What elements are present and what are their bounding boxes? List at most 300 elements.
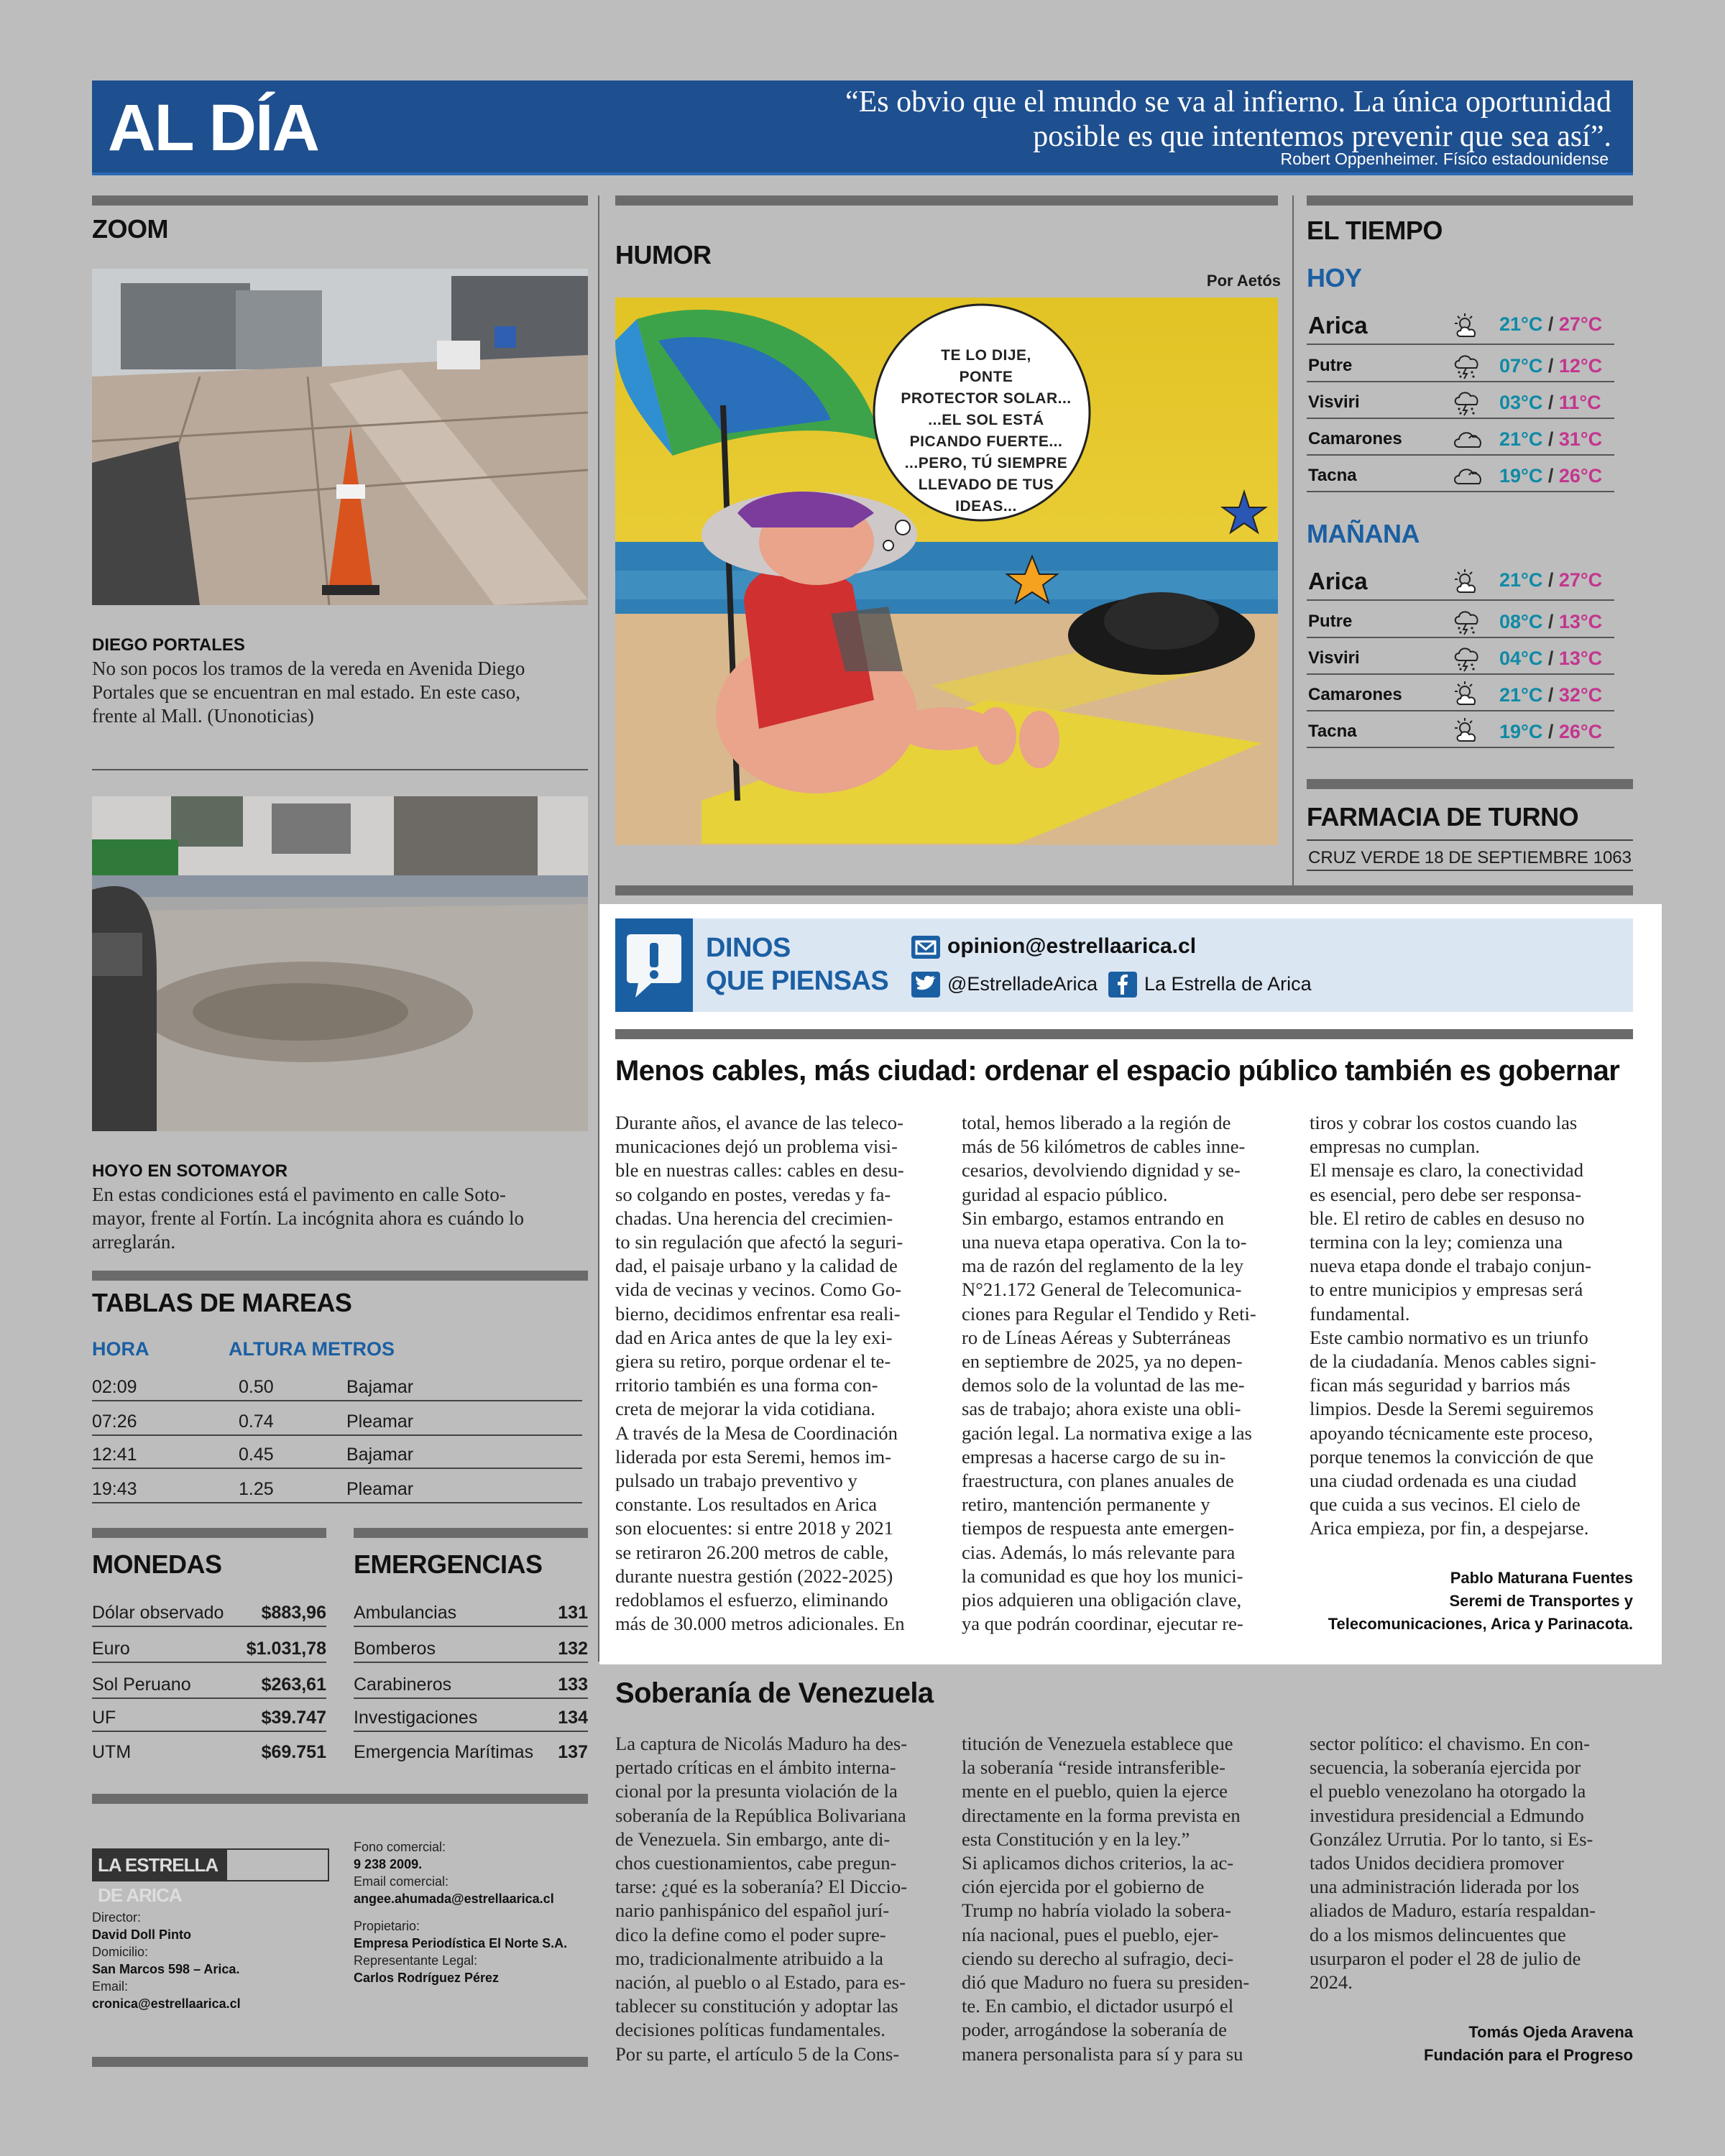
caption-line: En estas condiciones está el pavimento en calle Soto- bbox=[92, 1184, 506, 1205]
cartoon-author: Por Aetós bbox=[1206, 272, 1281, 290]
article-line: redoblamos el esfuerzo, eliminando bbox=[615, 1589, 888, 1611]
divider bbox=[1307, 779, 1633, 789]
divider bbox=[92, 769, 588, 770]
article-line: una nueva etapa operativa. Con la to- bbox=[962, 1231, 1247, 1253]
pharmacy-title: FARMACIA DE TURNO bbox=[1307, 802, 1579, 831]
email: cronica@estrellaarica.cl bbox=[92, 1996, 241, 2011]
author-role: Seremi de Transportes y bbox=[1449, 1592, 1633, 1610]
article-line: titución de Venezuela establece que bbox=[962, 1733, 1233, 1754]
quote-line: “Es obvio que el mundo se va al infierno. La única oportunidad bbox=[845, 86, 1611, 119]
tide-row bbox=[92, 1436, 582, 1469]
article-line: total, hemos liberado a la región de bbox=[962, 1112, 1231, 1133]
divider bbox=[615, 195, 1278, 206]
facebook-icon bbox=[1108, 972, 1137, 998]
money-value: $39.747 bbox=[261, 1708, 326, 1728]
divider bbox=[92, 2057, 588, 2067]
money-row bbox=[92, 1630, 326, 1663]
photo-sotomayor bbox=[92, 796, 588, 1131]
photo-caption bbox=[92, 657, 595, 728]
weather-row bbox=[1307, 305, 1614, 345]
weather-row bbox=[1307, 346, 1614, 382]
weather-title: EL TIEMPO bbox=[1307, 216, 1443, 245]
bubble-line: PICANDO FUERTE... bbox=[909, 433, 1063, 450]
label: Director: bbox=[92, 1910, 142, 1925]
temp-max: 13°C bbox=[1558, 611, 1603, 632]
article-line: vida de vecinas y vecinos. Como Go- bbox=[615, 1279, 902, 1301]
article-signature bbox=[1328, 1567, 1633, 1636]
cartoon-image bbox=[615, 298, 1278, 845]
temp-max: 26°C bbox=[1558, 465, 1603, 487]
article-column bbox=[615, 1111, 947, 1636]
article-column bbox=[962, 1111, 1294, 1636]
owner: Empresa Periodística El Norte S.A. bbox=[354, 1936, 568, 1950]
emergency-row bbox=[354, 1630, 588, 1663]
divider bbox=[92, 195, 588, 206]
article-line: limpios. Desde la Seremi seguiremos bbox=[1310, 1398, 1594, 1420]
article-line: de Venezuela. Sin embargo, ante di- bbox=[615, 1828, 891, 1850]
temp-max: 27°C bbox=[1558, 569, 1603, 591]
article-column bbox=[1310, 1111, 1642, 1541]
article-line: tados Unidos decidiera promover bbox=[1310, 1852, 1564, 1874]
weather-city: Tacna bbox=[1308, 466, 1357, 485]
article-line: una administración liderada por los bbox=[1310, 1876, 1580, 1898]
article-line: Arica empieza, por fin, a despejarse. bbox=[1310, 1517, 1589, 1539]
temp-max: 27°C bbox=[1558, 313, 1603, 335]
masthead-left bbox=[92, 1909, 241, 2012]
temp-min: 07°C bbox=[1499, 355, 1543, 377]
label: Propietario: bbox=[354, 1919, 420, 1933]
article-line: dad en Arica antes de que la ley exi- bbox=[615, 1326, 893, 1348]
article-line: tablecer su constitución y adoptar las bbox=[615, 1995, 898, 2017]
article-line: rritorio también es una forma con- bbox=[615, 1374, 878, 1396]
label: Representante Legal: bbox=[354, 1953, 478, 1968]
bubble-line: ...PERO, TÚ SIEMPRE bbox=[904, 455, 1068, 471]
temp-min: 21°C bbox=[1499, 684, 1543, 706]
temp-min: 19°C bbox=[1499, 721, 1543, 742]
email-icon bbox=[911, 936, 940, 959]
cloud-icon bbox=[1450, 424, 1486, 456]
pharmacy-row bbox=[1307, 839, 1633, 871]
label: Email comercial: bbox=[354, 1874, 449, 1889]
opinion-facebook[interactable]: La Estrella de Arica bbox=[1144, 973, 1312, 995]
article-line: más de 56 kilómetros de cables inne- bbox=[962, 1135, 1246, 1158]
weather-temp: 21°C / 32°C bbox=[1499, 684, 1603, 706]
sun-cloud-icon bbox=[1450, 568, 1484, 600]
article-headline: Menos cables, más ciudad: ordenar el espacio público también es gobernar bbox=[615, 1055, 1620, 1087]
weather-city: Putre bbox=[1308, 612, 1353, 631]
article-line: pulsado un trabajo preventivo y bbox=[615, 1470, 857, 1492]
photo-caption bbox=[92, 1183, 602, 1254]
weather-row bbox=[1307, 383, 1614, 419]
photo-caption-heading: HOYO EN SOTOMAYOR bbox=[92, 1161, 288, 1181]
article-line: la soberanía “reside intransferible- bbox=[962, 1756, 1225, 1779]
weather-city: Tacna bbox=[1308, 722, 1357, 741]
weather-city: Visviri bbox=[1308, 648, 1360, 668]
money-label: Dólar observado bbox=[92, 1603, 224, 1623]
storm-icon bbox=[1450, 387, 1484, 420]
article-line: chadas. Una herencia del crecimien- bbox=[615, 1207, 893, 1229]
article-line: so colgando en postes, veredas y fa- bbox=[615, 1183, 891, 1205]
tide-height: 0.50 bbox=[239, 1377, 274, 1397]
storm-icon bbox=[1450, 351, 1484, 383]
article-line: La captura de Nicolás Maduro ha des- bbox=[615, 1733, 908, 1754]
masthead-right bbox=[354, 1838, 567, 1986]
temp-min: 19°C bbox=[1499, 465, 1543, 487]
bubble-line: LLEVADO DE TUS bbox=[918, 476, 1054, 493]
weather-row bbox=[1307, 676, 1614, 711]
legal-rep: Carlos Rodríguez Pérez bbox=[354, 1971, 500, 1985]
opinion-icon-box bbox=[615, 918, 693, 1012]
article-line: en septiembre de 2025, ya no depen- bbox=[962, 1350, 1243, 1373]
temp-min: 21°C bbox=[1499, 428, 1543, 450]
article-line: nario panhispánico del español jurí- bbox=[615, 1899, 890, 1922]
caption-line: arreglarán. bbox=[92, 1231, 176, 1253]
article-line: soberanía de la República Bolivariana bbox=[615, 1804, 906, 1826]
article-line: bierno, decidimos enfrentar esa reali- bbox=[615, 1302, 901, 1325]
article-line: municaciones dejó un problema visi- bbox=[615, 1135, 898, 1158]
temp-min: 21°C bbox=[1499, 569, 1543, 591]
article-line: Si aplicamos dichos criterios, la ac- bbox=[962, 1852, 1234, 1874]
article-line: pios adquieren una obligación clave, bbox=[962, 1589, 1242, 1611]
article-line: una ciudad ordenada es una ciudad bbox=[1310, 1470, 1577, 1492]
article-line: Sin embargo, estamos entrando en bbox=[962, 1207, 1225, 1229]
article-line: nueva etapa donde el trabajo conjun- bbox=[1310, 1255, 1592, 1277]
speech-bubble-text bbox=[886, 345, 1087, 517]
article-line: directamente en la forma prevista en bbox=[962, 1804, 1241, 1826]
article-line: sas de trabajo; ahora existe una obli- bbox=[962, 1398, 1241, 1420]
divider bbox=[615, 1029, 1633, 1039]
article-line: pertado críticas en el ámbito interna- bbox=[615, 1756, 896, 1779]
caption-line: frente al Mall. (Unonoticias) bbox=[92, 705, 314, 727]
caption-line: No son pocos los tramos de la vereda en Avenida Diego bbox=[92, 658, 525, 679]
opinion-prompt bbox=[706, 931, 888, 998]
emergency-label: Emergencia Marítimas bbox=[354, 1742, 534, 1762]
article-line: Por su parte, el artículo 5 de la Cons- bbox=[615, 2042, 900, 2065]
money-row bbox=[92, 1666, 326, 1699]
article-line: chos cuestionamientos, cabe pregun- bbox=[615, 1852, 897, 1874]
article-line: dad, el paisaje urbano y la calidad de bbox=[615, 1255, 898, 1277]
tide-time: 07:26 bbox=[92, 1411, 137, 1432]
article-column bbox=[615, 1732, 947, 2066]
newspaper-logo bbox=[92, 1848, 329, 1906]
twitter-icon bbox=[911, 972, 940, 998]
tide-type: Bajamar bbox=[346, 1377, 414, 1397]
photo-caption-heading: DIEGO PORTALES bbox=[92, 635, 245, 655]
article-line: ma de razón del reglamento de la ley bbox=[962, 1255, 1244, 1277]
article-line: la comunidad es que hoy los munici- bbox=[962, 1565, 1243, 1587]
money-value: $69.751 bbox=[261, 1742, 326, 1762]
bubble-line: ...EL SOL ESTÁ bbox=[928, 412, 1044, 428]
temp-max: 13°C bbox=[1558, 648, 1603, 669]
article-line: to sin regulación que afectó la seguri- bbox=[615, 1231, 903, 1253]
weather-temp: 03°C / 11°C bbox=[1499, 392, 1601, 413]
divider bbox=[92, 1271, 588, 1281]
tides-col-altura: ALTURA METROS bbox=[229, 1338, 395, 1360]
money-value: $1.031,78 bbox=[246, 1639, 326, 1659]
article-column bbox=[962, 1732, 1294, 2066]
weather-temp: 08°C / 13°C bbox=[1499, 611, 1603, 632]
weather-temp: 21°C / 27°C bbox=[1499, 569, 1603, 591]
column-separator bbox=[1292, 195, 1294, 885]
article-line: de la ciudadanía. Menos cables signi- bbox=[1310, 1350, 1596, 1373]
article-line: empresas no cumplan. bbox=[1310, 1135, 1481, 1158]
money-value: $883,96 bbox=[261, 1603, 326, 1623]
label: Domicilio: bbox=[92, 1945, 149, 1959]
article-line: fraestructura, con planes anuales de bbox=[962, 1470, 1234, 1492]
money-row bbox=[92, 1594, 326, 1627]
pharmacy-name: CRUZ VERDE bbox=[1308, 848, 1421, 867]
divider bbox=[92, 1528, 326, 1538]
article-line: más de 30.000 metros adicionales. En bbox=[615, 1613, 905, 1635]
temp-min: 21°C bbox=[1499, 313, 1543, 335]
emergency-number: 137 bbox=[558, 1742, 588, 1762]
weather-temp: 19°C / 26°C bbox=[1499, 465, 1603, 487]
article-line: ble en nuestras calles: cables en desu- bbox=[615, 1159, 904, 1181]
article-line: tiros y cobrar los costos cuando las bbox=[1310, 1112, 1578, 1133]
article-line: dico la define como el poder supre- bbox=[615, 1923, 886, 1945]
temp-max: 12°C bbox=[1558, 355, 1603, 377]
article-line: fundamental. bbox=[1310, 1302, 1410, 1325]
article-line: mente en el pueblo, quien la ejerce bbox=[962, 1780, 1228, 1802]
money-value: $263,61 bbox=[261, 1674, 326, 1695]
article-line: ciones para Regular el Tendido y Reti- bbox=[962, 1302, 1256, 1325]
weather-temp: 04°C / 13°C bbox=[1499, 648, 1603, 669]
article-line: ble. El retiro de cables en desuso no bbox=[1310, 1207, 1585, 1229]
article-line: liderada por esta Seremi, hemos im- bbox=[615, 1445, 892, 1468]
emergency-row bbox=[354, 1666, 588, 1699]
quote-author: Robert Oppenheimer. Físico estadounidense bbox=[1280, 149, 1609, 168]
emergencies-title: EMERGENCIAS bbox=[354, 1549, 543, 1579]
article-line: nía nacional, pues el pueblo, ejer- bbox=[962, 1923, 1219, 1945]
article-line: te. En cambio, el dictador usurpó el bbox=[962, 1995, 1234, 2017]
article-line: giera su retiro, porque ordenar el te- bbox=[615, 1350, 891, 1373]
quote-line: posible es que intentemos prevenir que sea así”. bbox=[1033, 120, 1611, 153]
tide-time: 12:41 bbox=[92, 1445, 137, 1465]
money-label: Sol Peruano bbox=[92, 1674, 191, 1695]
tide-row bbox=[92, 1368, 582, 1401]
pharmacy-address: 18 DE SEPTIEMBRE 1063 bbox=[1424, 848, 1632, 867]
cloud-icon bbox=[1450, 461, 1486, 493]
weather-tomorrow-label: MAÑANA bbox=[1307, 519, 1420, 548]
exclamation-icon bbox=[615, 918, 693, 1012]
weather-temp: 07°C / 12°C bbox=[1499, 355, 1603, 377]
article-line: poder, arrogándose la soberanía de bbox=[962, 2019, 1227, 2041]
bubble-line: PONTE bbox=[959, 369, 1013, 385]
emergency-number: 133 bbox=[558, 1674, 588, 1695]
tide-row bbox=[92, 1470, 582, 1503]
bubble-line: PROTECTOR SOLAR... bbox=[901, 390, 1072, 407]
humor-title: HUMOR bbox=[615, 240, 712, 270]
emergency-number: 131 bbox=[558, 1603, 588, 1623]
temp-min: 08°C bbox=[1499, 611, 1543, 632]
article-line: son elocuentes: si entre 2018 y 2021 bbox=[615, 1517, 894, 1539]
tides-col-hora: HORA bbox=[92, 1338, 150, 1360]
weather-city: Arica bbox=[1308, 312, 1368, 338]
phone: 9 238 2009. bbox=[354, 1857, 423, 1871]
article-line: manera personalista para sí y para su bbox=[962, 2042, 1243, 2065]
label: Fono comercial: bbox=[354, 1840, 446, 1854]
sun-cloud-icon bbox=[1450, 680, 1484, 712]
weather-row bbox=[1307, 712, 1614, 748]
article-line: se retiraron 26.200 metros de cable, bbox=[615, 1541, 889, 1563]
article-line: es esencial, pero debe ser responsa- bbox=[1310, 1183, 1582, 1205]
address: San Marcos 598 – Arica. bbox=[92, 1962, 240, 1976]
divider bbox=[354, 1528, 588, 1538]
article-line: Trump no habría violado la sobera- bbox=[962, 1899, 1231, 1922]
money-label: UTM bbox=[92, 1742, 132, 1762]
article-line: apoyando técnicamente este proceso, bbox=[1310, 1422, 1593, 1444]
sun-cloud-icon bbox=[1450, 312, 1484, 344]
divider bbox=[615, 885, 1633, 895]
article-line: que cuida a sus vecinos. El cielo de bbox=[1310, 1493, 1581, 1516]
article-column bbox=[1310, 1732, 1642, 1994]
zoom-title: ZOOM bbox=[92, 214, 168, 244]
article-line: constante. Los resultados en Arica bbox=[615, 1493, 878, 1516]
weather-city: Visviri bbox=[1308, 392, 1360, 412]
article-line: González Urrutia. Por lo tanto, si Es- bbox=[1310, 1828, 1593, 1850]
article-line: demos solo de la voluntad de las me- bbox=[962, 1374, 1245, 1396]
article-line: tiempos de respuesta ante emergen- bbox=[962, 1517, 1235, 1539]
money-label: UF bbox=[92, 1708, 116, 1728]
caption-line: mayor, frente al Fortín. La incógnita ahora es cuándo lo bbox=[92, 1207, 524, 1229]
author-role: Fundación para el Progreso bbox=[1424, 2046, 1633, 2064]
article-line: secuencia, la soberanía ejercida por bbox=[1310, 1756, 1581, 1779]
money-title: MONEDAS bbox=[92, 1549, 222, 1579]
article-line: empresas a hacerse cargo de su in- bbox=[962, 1445, 1226, 1468]
article-line: fican más seguridad y barrios más bbox=[1310, 1374, 1570, 1396]
article-line: usurparon el poder el 28 de julio de bbox=[1310, 1947, 1581, 1969]
tide-time: 19:43 bbox=[92, 1479, 137, 1499]
emergency-number: 132 bbox=[558, 1639, 588, 1659]
prompt-line: DINOS bbox=[706, 933, 791, 963]
weather-temp: 21°C / 31°C bbox=[1499, 428, 1603, 450]
header-quote bbox=[605, 85, 1611, 154]
storm-icon bbox=[1450, 607, 1484, 639]
temp-max: 32°C bbox=[1558, 684, 1603, 706]
section-title: AL DÍA bbox=[108, 91, 318, 165]
article-line: do a los mismos delincuentes que bbox=[1310, 1923, 1566, 1945]
tide-row bbox=[92, 1403, 582, 1436]
article-line: esta Constitución y en la ley.” bbox=[962, 1828, 1190, 1850]
weather-row bbox=[1307, 602, 1614, 638]
article-line: cias. Además, lo más relevante para bbox=[962, 1541, 1236, 1563]
weather-city: Camarones bbox=[1308, 429, 1402, 448]
article-line: mo, tradicionalmente atribuido a la bbox=[615, 1947, 883, 1969]
article-line: Durante años, el avance de las teleco- bbox=[615, 1112, 903, 1133]
article-line: ro de Líneas Aéreas y Subterráneas bbox=[962, 1326, 1231, 1348]
article-line: dió que Maduro no fuera su presiden- bbox=[962, 1971, 1250, 1994]
emergency-label: Ambulancias bbox=[354, 1603, 457, 1623]
weather-city: Putre bbox=[1308, 356, 1353, 375]
logo-mark: LA ESTRELLA DE ARICA bbox=[93, 1850, 227, 1880]
divider bbox=[92, 1794, 588, 1804]
money-row bbox=[92, 1733, 326, 1766]
article-line: durante nuestra gestión (2022-2025) bbox=[615, 1565, 893, 1587]
temp-max: 26°C bbox=[1558, 721, 1603, 742]
article-line: ción ejercida por el gobierno de bbox=[962, 1876, 1205, 1898]
article-line: termina con la ley; comienza una bbox=[1310, 1231, 1563, 1253]
tide-height: 1.25 bbox=[239, 1479, 274, 1499]
author-name: Tomás Ojeda Aravena bbox=[1468, 2023, 1633, 2041]
article-line: tarse: ¿qué es la soberanía? El Diccio- bbox=[615, 1876, 908, 1898]
tide-type: Pleamar bbox=[346, 1479, 414, 1499]
emergency-row bbox=[354, 1733, 588, 1766]
emergency-row bbox=[354, 1699, 588, 1732]
tide-type: Bajamar bbox=[346, 1445, 414, 1465]
article-line: to entre municipios y empresas será bbox=[1310, 1279, 1583, 1301]
temp-max: 11°C bbox=[1558, 392, 1601, 413]
temp-min: 04°C bbox=[1499, 648, 1543, 669]
article-line: 2024. bbox=[1310, 1971, 1353, 1994]
tide-height: 0.45 bbox=[239, 1445, 274, 1465]
article-line: investidura presidencial a Edmundo bbox=[1310, 1804, 1584, 1826]
opinion-twitter[interactable]: @EstrelladeArica bbox=[947, 973, 1098, 995]
tides-title: TABLAS DE MAREAS bbox=[92, 1288, 352, 1317]
article-line: porque tenemos la convicción de que bbox=[1310, 1445, 1594, 1468]
article-line: ciendo su derecho al sufragio, deci- bbox=[962, 1947, 1234, 1969]
article-line: Este cambio normativo es un triunfo bbox=[1310, 1326, 1588, 1348]
article-line: N°21.172 General de Telecomunica- bbox=[962, 1279, 1242, 1301]
temp-min: 03°C bbox=[1499, 392, 1543, 413]
weather-row bbox=[1307, 420, 1614, 456]
article-line: cesarios, devolviendo dignidad y se- bbox=[962, 1159, 1241, 1181]
weather-today-label: HOY bbox=[1307, 263, 1362, 292]
article-line: decisiones políticas fundamentales. bbox=[615, 2019, 886, 2041]
article-line: gación legal. La normativa exige a las bbox=[962, 1422, 1252, 1444]
money-row bbox=[92, 1699, 326, 1732]
author-name: Pablo Maturana Fuentes bbox=[1450, 1569, 1633, 1587]
weather-row bbox=[1307, 639, 1614, 675]
article-signature bbox=[1424, 2021, 1633, 2067]
photo-diego-portales bbox=[92, 269, 588, 605]
opinion-email[interactable]: opinion@estrellaarica.cl bbox=[947, 934, 1197, 958]
tide-type: Pleamar bbox=[346, 1411, 414, 1432]
divider bbox=[1307, 195, 1633, 206]
temp-max: 31°C bbox=[1558, 428, 1603, 450]
caption-line: Portales que se encuentran en mal estado. En este caso, bbox=[92, 681, 521, 703]
bubble-line: TE LO DIJE, bbox=[941, 347, 1031, 364]
director-name: David Doll Pinto bbox=[92, 1927, 192, 1942]
prompt-line: QUE PIENSAS bbox=[706, 966, 889, 996]
emergency-number: 134 bbox=[558, 1708, 588, 1728]
article-line: ya que podrán coordinar, ejecutar re- bbox=[962, 1613, 1243, 1635]
article-line: creta de mejorar la vida cotidiana. bbox=[615, 1398, 875, 1420]
money-label: Euro bbox=[92, 1639, 130, 1659]
bubble-line: IDEAS... bbox=[955, 498, 1017, 515]
storm-icon bbox=[1450, 643, 1484, 676]
article-line: el pueblo venezolano ha otorgado la bbox=[1310, 1780, 1586, 1802]
emergency-label: Investigaciones bbox=[354, 1708, 478, 1728]
weather-row bbox=[1307, 456, 1614, 492]
tide-height: 0.74 bbox=[239, 1411, 274, 1432]
weather-temp: 19°C / 26°C bbox=[1499, 721, 1603, 742]
article-line: nación, al pueblo o al Estado, para es- bbox=[615, 1971, 906, 1994]
label: Email: bbox=[92, 1979, 129, 1994]
article-line: guridad al espacio público. bbox=[962, 1183, 1168, 1205]
emergency-label: Carabineros bbox=[354, 1674, 452, 1695]
weather-row bbox=[1307, 561, 1614, 601]
article-headline: Soberanía de Venezuela bbox=[615, 1677, 934, 1709]
commercial-email: angee.ahumada@estrellaarica.cl bbox=[354, 1892, 554, 1906]
emergency-label: Bomberos bbox=[354, 1639, 436, 1659]
tide-time: 02:09 bbox=[92, 1377, 137, 1397]
emergency-row bbox=[354, 1594, 588, 1627]
article-line: aliados de Maduro, estaría respaldan- bbox=[1310, 1899, 1596, 1922]
article-line: retiro, mantención permanente y bbox=[962, 1493, 1210, 1516]
sun-cloud-icon bbox=[1450, 717, 1484, 749]
article-line: A través de la Mesa de Coordinación bbox=[615, 1422, 898, 1444]
article-line: sector político: el chavismo. En con- bbox=[1310, 1733, 1590, 1754]
